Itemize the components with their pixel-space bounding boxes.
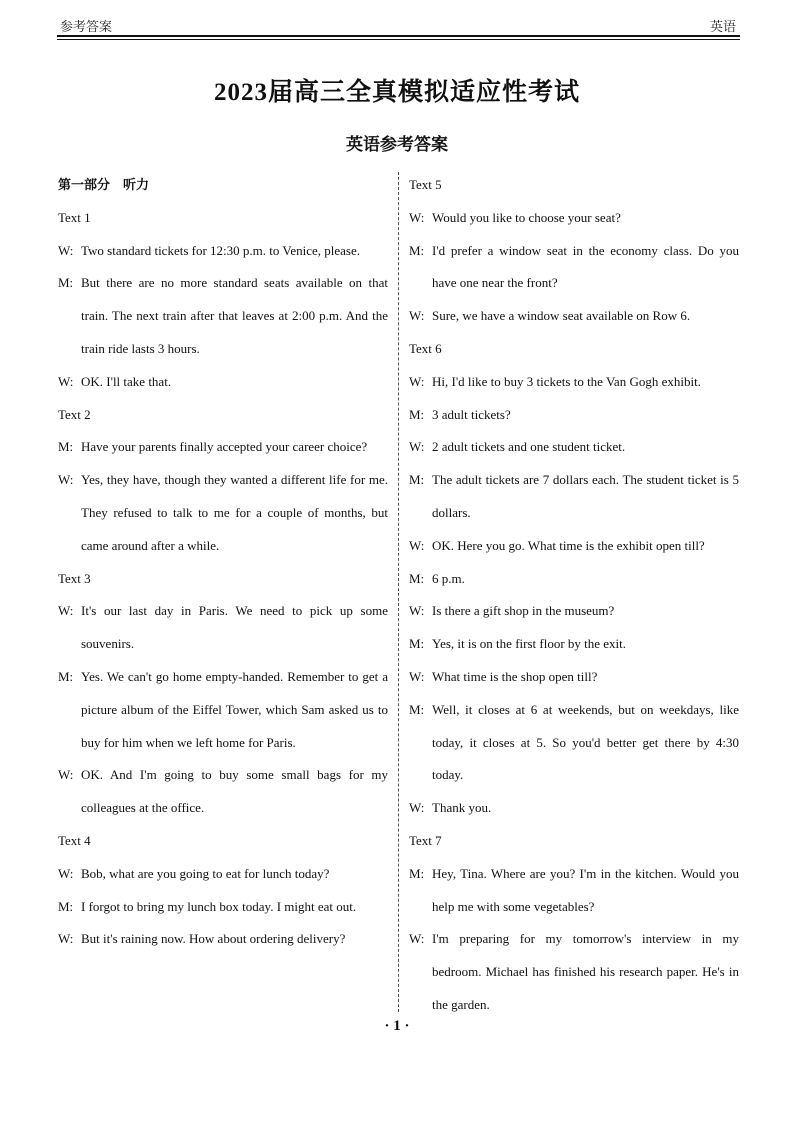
utterance: OK. I'll take that. [81,373,172,389]
page-title: 2023届高三全真模拟适应性考试 [213,79,580,106]
speaker-label: M: [409,570,425,586]
speaker-label: M: [58,439,74,455]
page-subtitle: 英语参考答案 [346,135,448,154]
text-heading: Text 5 [409,177,442,192]
speaker-label: M: [58,275,74,291]
text-heading: Text 3 [58,570,91,586]
text-heading: Text 7 [409,832,442,848]
utterance: Bob, what are you going to eat for lunch today? [81,865,330,881]
speaker-label: W: [58,603,74,619]
dialogue-line [409,595,739,628]
dialogue-line [58,267,388,365]
left-column [58,169,388,956]
dialogue-line [58,891,388,924]
utterance: 6 p.m. [432,570,465,586]
right-column [409,169,739,1022]
dialogue-line [58,366,388,399]
utterance: OK. And I'm going to buy some small bags for my colleagues at the office. [81,767,388,816]
dialogue-line [58,235,388,268]
dialogue-line [409,661,739,694]
text-heading: Text 2 [58,406,91,422]
utterance: Yes, it is on the first floor by the exit. [432,636,627,652]
dialogue-line [409,530,739,563]
utterance: The adult tickets are 7 dollars each. The student ticket is 5 dollars. [432,472,739,520]
section-heading: 第一部分 听力 [58,177,150,192]
dialogue-line [58,858,388,891]
utterance: But there are no more standard seats available on that train. The next train after that leaves at 2:00 p.m. And the train ride lasts 3 hours. [81,275,388,356]
dialogue-line [409,464,739,530]
dialogue-line [58,431,388,464]
dialogue-line [409,235,739,301]
speaker-label: W: [409,668,425,684]
utterance: Would you like to choose your seat? [432,209,621,225]
header-rule [57,35,740,37]
speaker-label: W: [409,537,425,553]
text-heading: Text 6 [409,340,442,356]
speaker-label: W: [409,209,425,225]
speaker-label: W: [409,373,425,389]
dialogue-line [409,923,739,1021]
utterance: Thank you. [432,800,492,816]
utterance: Yes. We can't go home empty-handed. Remember to get a picture album of the Eiffel Tower, which Sam asked us to buy for him when we left home for Paris. [81,668,388,750]
utterance: Hey, Tina. Where are you? I'm in the kitchen. Would you help me with some vegetables? [432,865,739,914]
utterance: I'd prefer a window seat in the economy class. Do you have one near the front? [432,242,739,291]
speaker-label: M: [409,472,425,488]
utterance: Have your parents finally accepted your career choice? [81,439,368,455]
speaker-label: M: [58,898,74,914]
dialogue-line [409,399,739,432]
speaker-label: W: [58,865,74,881]
speaker-label: W: [409,439,425,455]
header-rule-thin [57,39,740,40]
dialogue-line [58,595,388,661]
speaker-label: W: [58,242,74,258]
text-heading: Text 4 [58,832,91,848]
running-header-left: 参考答案 [60,19,113,34]
speaker-label: W: [409,931,425,947]
dialogue-line [409,431,739,464]
dialogue-line [409,628,739,661]
speaker-label: W: [409,308,425,324]
utterance: OK. Here you go. What time is the exhibit open till? [432,537,705,553]
utterance: Two standard tickets for 12:30 p.m. to Venice, please. [81,242,361,258]
dialogue-line [58,661,388,759]
speaker-label: W: [58,373,74,389]
speaker-label: W: [58,472,74,488]
utterance: I forgot to bring my lunch box today. I might eat out. [81,898,357,914]
dialogue-line [409,694,739,792]
speaker-label: W: [58,767,74,783]
speaker-label: M: [409,406,425,422]
speaker-label: M: [409,701,425,717]
dialogue-line [409,792,739,825]
utterance: Hi, I'd like to buy 3 tickets to the Van Gogh exhibit. [432,373,701,389]
speaker-label: W: [409,603,425,619]
column-divider [398,172,399,1012]
speaker-label: W: [58,931,74,947]
speaker-label: M: [58,668,74,684]
utterance: Is there a gift shop in the museum? [432,603,615,619]
dialogue-line [58,464,388,562]
utterance: It's our last day in Paris. We need to pick up some souvenirs. [81,603,388,652]
page-number: · 1 · [384,1018,410,1034]
text-heading: Text 1 [58,209,91,225]
speaker-label: M: [409,636,425,652]
dialogue-line [58,759,388,825]
running-header-right: 英语 [709,19,736,34]
dialogue-line [409,563,739,596]
utterance: I'm preparing for my tomorrow's interview in my bedroom. Michael has finished his research paper. He's in the garden. [432,931,739,1012]
speaker-label: W: [409,800,425,816]
utterance: 2 adult tickets and one student ticket. [432,439,626,455]
dialogue-line [409,300,739,333]
utterance: Sure, we have a window seat available on Row 6. [432,308,691,324]
utterance: Well, it closes at 6 at weekends, but on weekdays, like today, it closes at 5. So you'd better get there by 4:30 today. [432,701,739,783]
dialogue-line [409,858,739,924]
dialogue-line [409,366,739,399]
utterance: But it's raining now. How about ordering delivery? [81,931,346,947]
speaker-label: M: [409,865,425,881]
utterance: Yes, they have, though they wanted a different life for me. They refused to talk to me for a couple of months, but came around after a while. [81,472,388,553]
dialogue-line [58,923,388,956]
utterance: 3 adult tickets? [432,406,511,422]
speaker-label: M: [409,242,425,258]
dialogue-line [409,202,739,235]
utterance: What time is the shop open till? [432,668,598,684]
